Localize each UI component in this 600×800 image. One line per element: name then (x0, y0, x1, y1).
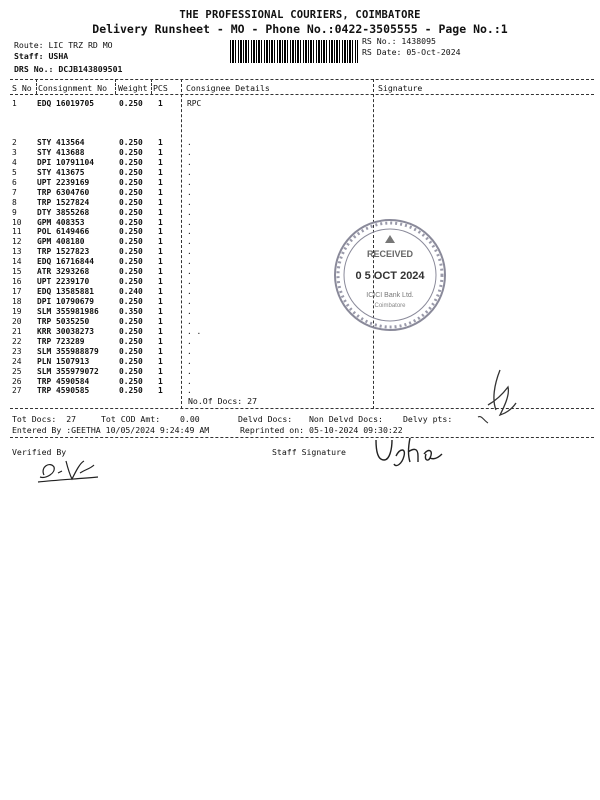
route-label: Route: LIC TRZ RD MO (14, 40, 113, 50)
row-weight: 0.250 (119, 237, 143, 247)
row-weight: 0.250 (119, 267, 143, 277)
row-consignment: TRP 1527823 (37, 247, 90, 257)
col-header-pcs: PCS (153, 83, 168, 93)
row-details: . (187, 376, 192, 386)
row-weight: 0.250 (119, 326, 143, 336)
row-weight: 0.250 (119, 366, 143, 376)
row-details: . (187, 147, 192, 157)
row-weight: 0.250 (119, 336, 143, 346)
row-weight: 0.250 (119, 147, 143, 157)
consignee-signature (470, 365, 520, 430)
row-weight: 0.250 (119, 346, 143, 356)
row-consignment: DTY 3855268 (37, 207, 90, 217)
row-weight: 0.250 (119, 197, 143, 207)
tot-docs: Tot Docs: 27 (12, 414, 77, 424)
row-consignment: TRP 723289 (37, 336, 85, 346)
row-sno: 10 (12, 217, 22, 227)
row-pcs: 1 (158, 99, 163, 108)
row-pcs: 1 (158, 207, 163, 217)
staff-label: Staff: USHA (14, 51, 69, 61)
row-sno: 4 (12, 157, 17, 167)
footer-rule (10, 437, 594, 438)
row-sno: 14 (12, 257, 22, 267)
col-header-consignment: Consignment No (38, 83, 108, 93)
row-pcs: 1 (158, 227, 163, 237)
barcode (230, 40, 358, 63)
company-title: THE PROFESSIONAL COURIERS, COIMBATORE (179, 9, 421, 21)
row-pcs: 1 (158, 177, 163, 187)
row-pcs: 1 (158, 346, 163, 356)
row-weight: 0.250 (119, 177, 143, 187)
row-pcs: 1 (158, 167, 163, 177)
row-consignment: UPT 2239169 (37, 177, 90, 187)
row-details: . (187, 316, 192, 326)
row-pcs: 1 (158, 336, 163, 346)
row-consignment: TRP 1527824 (37, 197, 90, 207)
table-header-rule (10, 94, 594, 95)
row-details: . (187, 287, 192, 297)
row-details: . (187, 207, 192, 217)
row-weight: 0.250 (119, 386, 143, 396)
row-weight: 0.250 (119, 247, 143, 257)
entered-by: Entered By :GEETHA 10/05/2024 9:24:49 AM (12, 425, 210, 435)
row-pcs: 1 (158, 197, 163, 207)
row-sno: 8 (12, 197, 17, 207)
row-sno: 6 (12, 177, 17, 187)
row-pcs: 1 (158, 306, 163, 316)
col-divider (151, 79, 152, 94)
row-details: RPC (187, 99, 202, 108)
row-pcs: 1 (158, 247, 163, 257)
row-consignment: STY 413688 (37, 147, 85, 157)
row-sno: 21 (12, 326, 22, 336)
row-consignment: SLM 355981986 (37, 306, 99, 316)
col-divider (36, 79, 37, 94)
runsheet-subtitle: Delivery Runsheet - MO - Phone No.:0422-3505555 - Page No.:1 (92, 22, 508, 36)
row-details: . (187, 297, 192, 306)
row-details: . (187, 217, 192, 227)
tot-cod-label: Tot COD Amt: (101, 414, 161, 424)
delvd-docs: Delvd Docs: (238, 414, 293, 424)
row-pcs: 1 (158, 376, 163, 386)
row-sno: 12 (12, 237, 22, 247)
drs-number: DRS No.: DCJB143809501 (14, 64, 123, 74)
col-header-consignee: Consignee Details (186, 83, 270, 93)
row-sno: 27 (12, 386, 22, 396)
row-pcs: 1 (158, 326, 163, 336)
row-consignment: EDQ 16716844 (37, 257, 95, 267)
row-sno: 26 (12, 376, 22, 386)
row-consignment: GPM 408180 (37, 237, 85, 247)
rs-number: RS No.: 1438095 (362, 36, 436, 46)
verifier-signature (36, 455, 106, 485)
row-weight: 0.250 (119, 356, 143, 366)
row-pcs: 1 (158, 138, 163, 147)
row-weight: 0.250 (119, 138, 143, 147)
row-consignment: GPM 408353 (37, 217, 85, 227)
row-details: . (187, 356, 192, 366)
row-pcs: 1 (158, 147, 163, 157)
row-consignment: UPT 2239170 (37, 277, 90, 287)
rs-date: RS Date: 05-Oct-2024 (362, 47, 461, 57)
row-pcs: 1 (158, 267, 163, 277)
row-details: . (187, 336, 192, 346)
row-weight: 0.250 (119, 187, 143, 197)
row-sno: 24 (12, 356, 22, 366)
tot-cod-value: 0.00 (180, 414, 200, 424)
row-weight: 0.250 (119, 277, 143, 287)
row-details: . (187, 277, 192, 287)
row-consignment: SLM 355988879 (37, 346, 99, 356)
row-weight: 0.250 (119, 257, 143, 267)
col-header-weight: Weight (118, 83, 148, 93)
row-details: . (187, 237, 192, 247)
row-weight: 0.250 (119, 167, 143, 177)
row-sno: 2 (12, 138, 17, 147)
row-sno: 1 (12, 99, 17, 108)
row-details: . (187, 366, 192, 376)
row-details: . (187, 157, 192, 167)
delvy-pts: Delvy pts: (403, 414, 453, 424)
row-details: . (187, 346, 192, 356)
row-weight: 0.250 (119, 157, 143, 167)
col-divider (115, 79, 116, 94)
row-consignment: EDQ 13585881 (37, 287, 95, 297)
row-consignment: STY 413564 (37, 138, 85, 147)
row-consignment: EDQ 16019705 (37, 99, 95, 108)
row-pcs: 1 (158, 287, 163, 297)
row-consignment: PLN 1507913 (37, 356, 90, 366)
row-consignment: DPI 10791104 (37, 157, 95, 167)
row-pcs: 1 (158, 366, 163, 376)
row-pcs: 1 (158, 187, 163, 197)
row-sno: 9 (12, 207, 17, 217)
no-of-docs: No.Of Docs: 27 (188, 396, 258, 406)
row-pcs: 1 (158, 297, 163, 306)
row-details: . (187, 167, 192, 177)
table-top-rule (10, 79, 594, 80)
row-sno: 16 (12, 277, 22, 287)
row-weight: 0.250 (119, 316, 143, 326)
non-delvd-docs: Non Delvd Docs: (309, 414, 383, 424)
stamp-org: ICICI Bank Ltd. (366, 292, 414, 299)
row-sno: 5 (12, 167, 17, 177)
col-header-signature: Signature (378, 83, 423, 93)
row-sno: 23 (12, 346, 22, 356)
row-weight: 0.250 (119, 376, 143, 386)
row-pcs: 1 (158, 237, 163, 247)
row-weight: 0.350 (119, 306, 143, 316)
reprinted-on: Reprinted on: 05-10-2024 09:30:22 (240, 425, 403, 435)
row-details: . (187, 267, 192, 277)
row-sno: 19 (12, 306, 22, 316)
row-sno: 3 (12, 147, 17, 157)
row-weight: 0.250 (119, 207, 143, 217)
row-details: . . (187, 326, 202, 336)
row-consignment: POL 6149466 (37, 227, 90, 237)
row-sno: 13 (12, 247, 22, 257)
row-consignment: TRP 5035250 (37, 316, 90, 326)
row-details: . (187, 138, 192, 147)
row-pcs: 1 (158, 257, 163, 267)
row-pcs: 1 (158, 217, 163, 227)
stamp-place: Coimbatore (374, 303, 406, 309)
col-header-sno: S No (12, 83, 32, 93)
staff-signature (372, 434, 452, 474)
row-details: . (187, 177, 192, 187)
row-sno: 7 (12, 187, 17, 197)
row-details: . (187, 227, 192, 237)
row-weight: 0.250 (119, 99, 143, 108)
row-consignment: KRR 30038273 (37, 326, 95, 336)
row-sno: 17 (12, 287, 22, 297)
row-weight: 0.250 (119, 297, 143, 306)
row-sno: 25 (12, 366, 22, 376)
row-sno: 11 (12, 227, 22, 237)
row-pcs: 1 (158, 356, 163, 366)
row-details: . (187, 187, 192, 197)
row-consignment: TRP 4590584 (37, 376, 90, 386)
stamp-received-text: RECEIVED (366, 249, 414, 259)
row-consignment: STY 413675 (37, 167, 85, 177)
row-sno: 15 (12, 267, 22, 277)
row-consignment: TRP 4590585 (37, 386, 90, 396)
row-consignment: TRP 6304760 (37, 187, 90, 197)
row-consignment: DPI 10790679 (37, 297, 95, 306)
row-weight: 0.250 (119, 217, 143, 227)
row-sno: 20 (12, 316, 22, 326)
received-stamp (330, 215, 450, 335)
stamp-date: 0 5 OCT 2024 (355, 270, 425, 282)
col-divider (181, 79, 182, 409)
row-details: . (187, 257, 192, 267)
row-pcs: 1 (158, 316, 163, 326)
row-details: . (187, 247, 192, 257)
row-sno: 22 (12, 336, 22, 346)
row-weight: 0.250 (119, 227, 143, 237)
row-details: . (187, 197, 192, 207)
row-pcs: 1 (158, 386, 163, 396)
verified-by-label: Verified By (12, 447, 67, 457)
staff-signature-label: Staff Signature (272, 447, 346, 457)
row-consignment: ATR 3293268 (37, 267, 90, 277)
row-consignment: SLM 355979072 (37, 366, 99, 376)
row-pcs: 1 (158, 157, 163, 167)
row-details: . (187, 306, 192, 316)
row-weight: 0.240 (119, 287, 143, 297)
row-details: . (187, 386, 192, 396)
row-sno: 18 (12, 297, 22, 306)
row-pcs: 1 (158, 277, 163, 287)
